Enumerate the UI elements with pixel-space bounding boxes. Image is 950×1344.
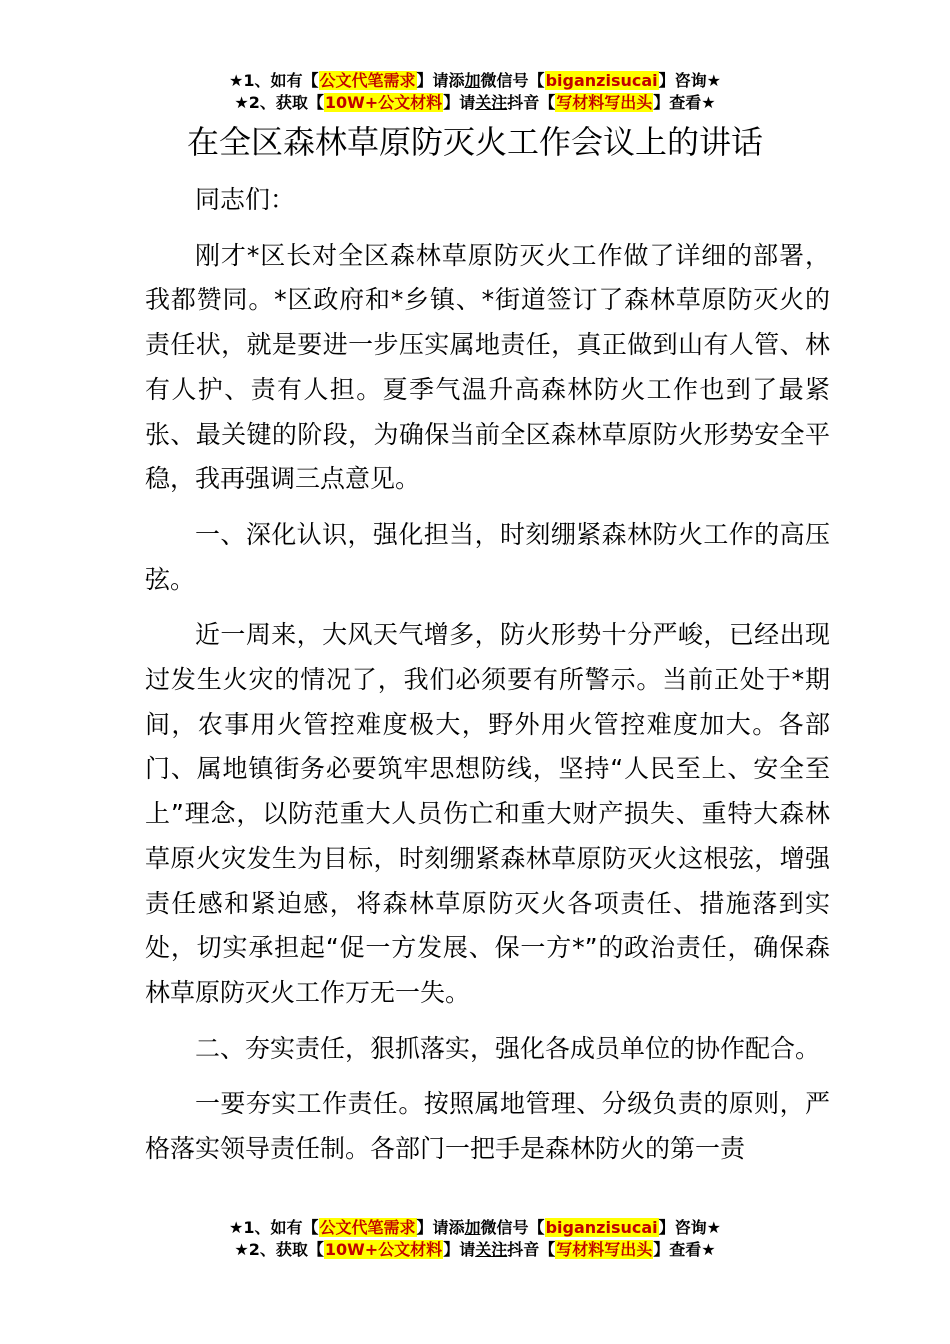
body-paragraph: 一要夯实工作责任。按照属地管理、分级负责的原则，严格落实领导责任制。各部门一把手是森林防火的第一责 <box>145 1089 830 1164</box>
promo-highlight: biganzisucai <box>545 1218 658 1237</box>
promo-underline: 加 <box>464 1218 481 1237</box>
promo-text: 】请添 <box>416 71 465 90</box>
document-title: 在全区森林草原防灭火工作会议上的讲话 <box>186 123 763 161</box>
promo-text: 】查看★ <box>653 1240 716 1259</box>
section-heading: 二、夯实责任，狠抓落实，强化各成员单位的协作配合。 <box>195 1033 821 1063</box>
promo-highlight: 写材料写出头 <box>556 1240 653 1259</box>
promo-text: 】请添 <box>416 1218 465 1237</box>
promo-line-1 <box>0 70 950 92</box>
promo-line-1 <box>0 1217 950 1239</box>
promo-text: 2、获取【 <box>248 1240 324 1259</box>
promo-highlight: biganzisucai <box>545 71 658 90</box>
star-icon: ★ <box>229 1218 244 1237</box>
star-icon: ★ <box>234 1240 249 1259</box>
salutation: 同志们： <box>195 185 296 214</box>
promo-underline: 加 <box>464 71 481 90</box>
section-heading: 一、深化认识，强化担当，时刻绷紧森林防火工作的高压弦。 <box>145 519 830 594</box>
body-paragraph: 刚才*区长对全区森林草原防灭火工作做了详细的部署，我都赞同。*区政府和*乡镇、*街道签订了森林草原防灭火的责任状，就是要进一步压实属地责任，真正做到山有人管、林有人护、责有人担。夏季气温升高森林防火工作也到了最紧张、最关键的阶段，为确保当前全区森林草原防火形势安全平稳，我再强调三点意见。 <box>145 240 830 494</box>
promo-line-2 <box>0 92 950 114</box>
promo-highlight: 10W+公文材料 <box>324 93 443 112</box>
promo-text: 微信号【 <box>480 71 545 90</box>
promo-highlight: 写材料写出头 <box>556 93 653 112</box>
promo-text: 2、获取【 <box>248 93 324 112</box>
promo-text: 微信号【 <box>480 1218 545 1237</box>
promo-text: 抖音【 <box>507 1240 556 1259</box>
promo-line-2 <box>0 1239 950 1261</box>
document-body <box>145 178 830 1183</box>
promo-text: 】请 <box>443 93 476 112</box>
promo-highlight: 公文代笔需求 <box>319 1218 416 1237</box>
promo-banner-top <box>0 70 950 114</box>
promo-banner-bottom <box>0 1217 950 1261</box>
promo-text: 1、如有【 <box>243 71 319 90</box>
promo-text: 1、如有【 <box>243 1218 319 1237</box>
promo-highlight: 公文代笔需求 <box>319 71 416 90</box>
promo-highlight: 10W+公文材料 <box>324 1240 443 1259</box>
promo-text: 】咨询★ <box>658 1218 721 1237</box>
star-icon: ★ <box>229 71 244 90</box>
promo-text: 】查看★ <box>653 93 716 112</box>
promo-text: 抖音【 <box>507 93 556 112</box>
body-paragraph: 近一周来，大风天气增多，防火形势十分严峻，已经出现过发生火灾的情况了，我们必须要有所警示。当前正处于*期间，农事用火管控难度极大，野外用火管控难度加大。各部门、属地镇街务必要筑牢思想防线，坚持“人民至上、安全至上”理念，以防范重大人员伤亡和重大财产损失、重特大森林草原火灾发生为目标，时刻绷紧森林草原防灭火这根弦，增强责任感和紧迫感，将森林草原防灭火各项责任、措施落到实处，切实承担起“促一方发展、保一方*”的政治责任，确保森林草原防灭火工作万无一失。 <box>145 620 830 1007</box>
promo-underline: 关注 <box>475 93 508 112</box>
star-icon: ★ <box>234 93 249 112</box>
promo-underline: 关注 <box>475 1240 508 1259</box>
promo-text: 】咨询★ <box>658 71 721 90</box>
promo-text: 】请 <box>443 1240 476 1259</box>
